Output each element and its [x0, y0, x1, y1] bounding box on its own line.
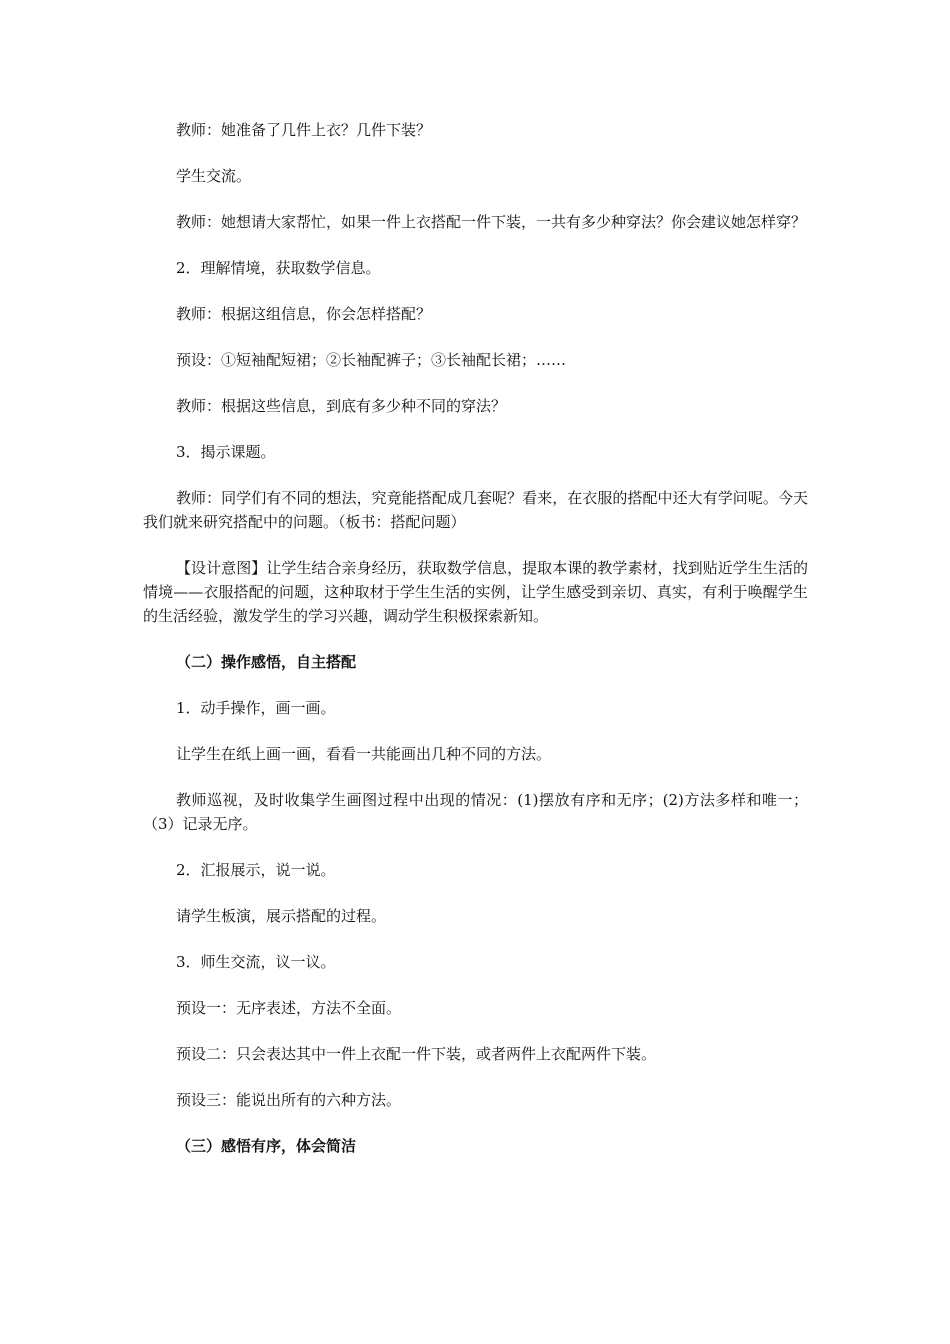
paragraph-student-exchange: 学生交流。: [176, 167, 252, 185]
paragraph-teacher-question-4: 教师：根据这些信息，到底有多少种不同的穿法？: [176, 397, 507, 415]
paragraph-step-3: 3．揭示课题。: [176, 443, 276, 461]
section-heading-2: （二）操作感悟，自主搭配: [176, 653, 357, 671]
paragraph-teacher-patrol: 教师巡视，及时收集学生画图过程中出现的情况：(1)摆放有序和无序；(2)方法多样和唯一；（3）记录无序。: [143, 791, 808, 833]
paragraph-teacher-question-3: 教师：根据这组信息，你会怎样搭配？: [176, 305, 432, 323]
paragraph-report: 2．汇报展示，说一说。: [176, 861, 336, 879]
paragraph-preset-b: 预设二：只会表达其中一件上衣配一件下装，或者两件上衣配两件下装。: [176, 1045, 657, 1063]
paragraph-preset-c: 预设三：能说出所有的六种方法。: [176, 1091, 402, 1109]
paragraph-teacher-intro: 教师：同学们有不同的想法，究竟能搭配成几套呢？看来，在衣服的搭配中还大有学问呢。今天我们就来研究搭配中的问题。（板书：搭配问题）: [143, 489, 808, 531]
paragraph-discussion: 3．师生交流，议一议。: [176, 953, 336, 971]
paragraph-teacher-question-2: 教师：她想请大家帮忙，如果一件上衣搭配一件下装，一共有多少种穿法？你会建议她怎样穿？: [176, 213, 807, 231]
paragraph-design-intent: 【设计意图】让学生结合亲身经历，获取数学信息，提取本课的教学素材，找到贴近学生生活的情境——衣服搭配的问题，这种取材于学生生活的实例，让学生感受到亲切、真实，有利于唤醒学生的生活经验，激发学生的学习兴趣，调动学生积极探索新知。: [143, 559, 808, 625]
paragraph-step-2: 2．理解情境，获取数学信息。: [176, 259, 381, 277]
section-heading-3: （三）感悟有序，体会简洁: [176, 1137, 357, 1155]
paragraph-draw-instructions: 让学生在纸上画一画，看看一共能画出几种不同的方法。: [176, 745, 552, 763]
paragraph-board-demo: 请学生板演，展示搭配的过程。: [176, 907, 387, 925]
paragraph-hands-on: 1．动手操作，画一画。: [176, 699, 336, 717]
paragraph-preset-a: 预设一：无序表述，方法不全面。: [176, 999, 402, 1017]
paragraph-preset-1: 预设：①短袖配短裙；②长袖配裤子；③长袖配长裙；……: [176, 351, 567, 369]
document-page: [143, 118, 808, 1180]
paragraph-teacher-question-1: 教师：她准备了几件上衣？几件下装？: [176, 121, 432, 139]
